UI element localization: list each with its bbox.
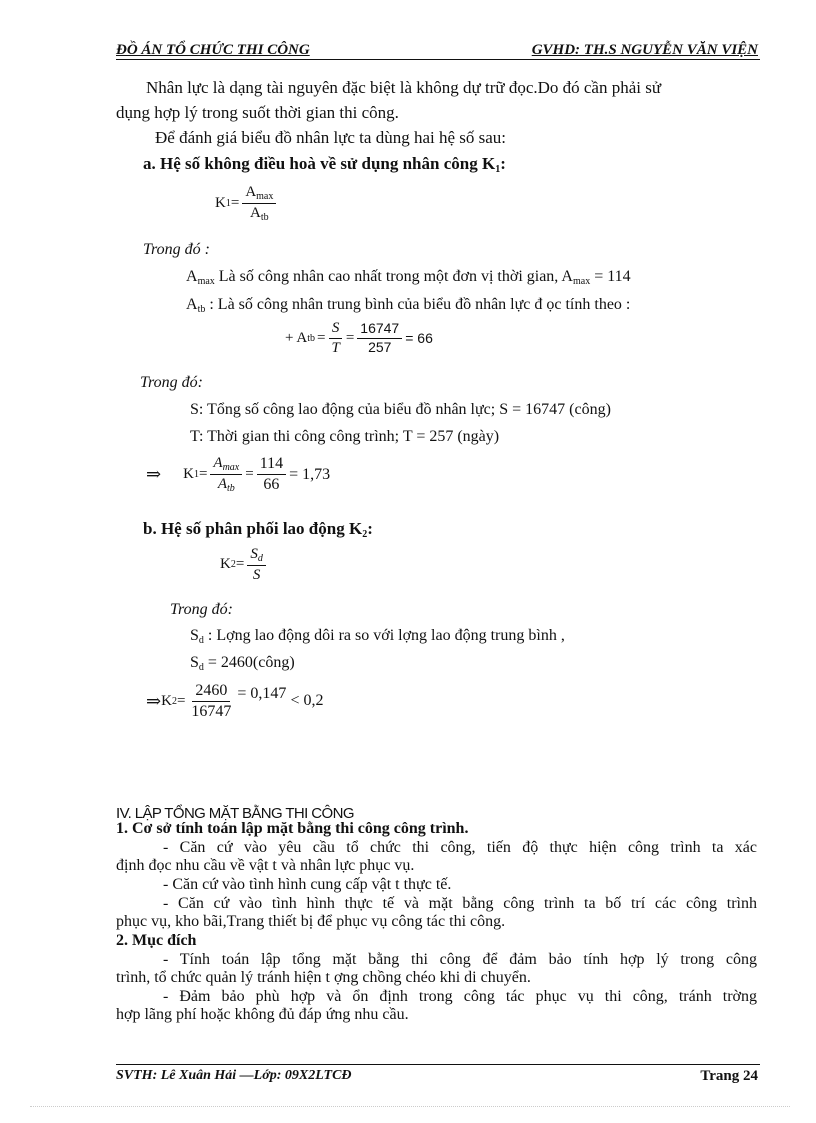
implies-arrow-icon-2: ⇒ [146, 690, 162, 711]
section-iv-p2: - Căn cứ vào tình hình cung cấp vật t thực tế. [163, 876, 452, 893]
amax-desc-sub-2: max [572, 276, 591, 287]
s-over-t-fraction [328, 320, 342, 356]
frac-atb-symbol: A [217, 476, 228, 492]
section-iv-title: IV. LẬP TỔNG MẶT BẰNG THI CÔNG [116, 805, 354, 822]
s-value: 16747 [357, 321, 402, 338]
amax-desc-sub: max [197, 276, 215, 287]
amax-sub: max [256, 191, 274, 202]
atb-formula-eq-2: = [345, 329, 355, 346]
section-b-heading-sub: 2 [362, 529, 368, 540]
section-iv-p5-line-2: hợp lãng phí hoặc không đủ đáp ứng nhu cầu. [116, 1006, 409, 1023]
frac-amax-sub: max [222, 462, 240, 473]
sd-over-s-fraction [247, 546, 266, 584]
section-iv-p1-line-1: - Căn cứ vào yêu cầu tổ chức thi công, tiến độ thực hiện công trình ta xác [163, 839, 757, 856]
k2-calc-symbol: K [161, 692, 172, 709]
k1-values-fraction [257, 455, 286, 493]
section-b-heading [143, 519, 373, 540]
sd-sub: d [257, 553, 263, 564]
amax-description [186, 268, 631, 287]
k2-eq: = [235, 556, 245, 573]
k1-symbol: K [215, 195, 226, 211]
implies-arrow-icon: ⇒ [146, 464, 162, 484]
header-rule [116, 59, 760, 60]
k2-symbol: K [220, 556, 231, 573]
frac-amax-symbol: A [213, 455, 223, 471]
value-16747: 16747 [191, 702, 232, 720]
sd-symbol: S [250, 546, 258, 562]
section-b-heading-text: b. Hệ số phân phối lao động K [143, 519, 363, 538]
atb-formula-prefix: + A [285, 329, 308, 346]
k2-sub: 2 [230, 559, 236, 571]
atb-desc-symbol: A [186, 296, 198, 313]
sd-val-text: = 2460(công) [203, 654, 295, 671]
section-iv-p1-line-2: định đọc nhu cầu về vật t và nhân lực phục vụ. [116, 857, 415, 874]
trong-do-3: Trong đó: [170, 601, 233, 618]
atb-symbol: A [250, 205, 261, 221]
atb-result: = 66 [405, 330, 433, 346]
section-iv-p4-line-1: - Tính toán lập tổng mặt bằng thi công để đảm bảo tính hợp lý trong công [163, 951, 757, 968]
sd-val-sub: d [198, 662, 204, 673]
t-value: 257 [368, 338, 392, 355]
k1-sub: 1 [225, 198, 231, 209]
s-description: S: Tổng số công lao động của biểu đồ nhân lực; S = 16747 (công) [190, 401, 611, 418]
amax-desc-text: Là số công nhân cao nhất trong một đơn vị thời gian, A [214, 268, 573, 285]
k1-calc-sub: 1 [193, 469, 199, 480]
value-114: 114 [257, 455, 286, 475]
t-symbol: T [331, 339, 340, 356]
sd-description [190, 627, 565, 646]
footer-rule [116, 1064, 760, 1065]
section-a-heading [143, 154, 506, 175]
k2-comparison: < 0,2 [290, 692, 324, 710]
k2-definition [220, 546, 269, 584]
k1-definition [215, 184, 279, 223]
t-description: T: Thời gian thi công công trình; T = 257 (ngày) [190, 428, 500, 445]
section-a-heading-tail: : [500, 154, 506, 173]
section-b-heading-tail: : [367, 519, 373, 538]
amax-symbol: A [245, 184, 257, 200]
footer-left: SVTH: Lê Xuân Hải —Lớp: 09X2LTCĐ [116, 1068, 352, 1083]
atb-desc-sub: tb [197, 304, 206, 315]
page-bottom-dotted-line [30, 1106, 790, 1107]
k1-fraction [242, 184, 276, 223]
k2-values-fraction [188, 682, 234, 720]
k2-calc-eq: = [176, 692, 186, 709]
atb-description [186, 296, 630, 315]
trong-do-1: Trong đó : [143, 241, 210, 258]
section-iv-heading-1: 1. Cơ sở tính toán lập mặt bằng thi công công trình. [116, 820, 469, 837]
frac-atb-sub: tb [227, 483, 235, 494]
intro-line-2: dụng hợp lý trong suốt thời gian thi công. [116, 103, 399, 122]
k1-calc-eq: = [198, 466, 208, 482]
atb-desc-text: : Là số công nhân trung bình của biểu đồ nhân lực đ ọc tính theo : [205, 296, 631, 313]
amax-desc-symbol: A [186, 268, 198, 285]
value-2460: 2460 [192, 682, 230, 702]
header-left: ĐỒ ÁN TỔ CHỨC THI CÔNG [116, 42, 310, 58]
header-right: GVHD: TH.S NGUYỄN VĂN VIỆN [531, 42, 758, 58]
k2-calc-sub: 2 [171, 695, 177, 707]
k1-result: = 1,73 [289, 465, 331, 483]
k1-calculation [146, 455, 330, 494]
value-66: 66 [263, 476, 280, 493]
section-a-heading-sub: 1 [495, 164, 501, 175]
s-symbol: S [329, 320, 343, 339]
atb-formula [285, 320, 433, 356]
k1-calc-eq-2: = [245, 466, 254, 482]
k1-calc-symbol: K [183, 466, 194, 482]
k2-result: = 0,147 [237, 685, 287, 703]
section-iv-p3-line-1: - Căn cứ vào tình hình thực tế và mặt bằng công trình ta bố trí các công trình [163, 895, 757, 912]
sd-desc-symbol: S [190, 627, 199, 644]
section-iv-heading-2: 2. Mục đích [116, 932, 197, 949]
k1-eq: = [230, 195, 240, 211]
k2-calculation [146, 682, 323, 720]
footer-right: Trang 24 [700, 1068, 758, 1084]
s-over-t-values [357, 321, 402, 355]
section-iv-p5-line-1: - Đảm bảo phù hợp và ổn định trong công tác phục vụ thi công, tránh trờng [163, 988, 757, 1005]
trong-do-2: Trong đó: [140, 374, 203, 391]
section-a-heading-text: a. Hệ số không điều hoà về sử dụng nhân công K [143, 154, 496, 173]
atb-sub: tb [260, 212, 269, 223]
amax-over-atb-fraction [210, 455, 242, 494]
sd-desc-sub: d [198, 635, 204, 646]
s-symbol-b: S [252, 567, 261, 583]
atb-formula-sub: tb [307, 332, 315, 344]
section-iv-p4-line-2: trình, tổ chức quản lý tránh hiện t ợng chồng chéo khi di chuyển. [116, 969, 531, 986]
amax-desc-value: = 114 [590, 268, 631, 285]
sd-value-line [190, 654, 295, 673]
sd-desc-text: : Lợng lao động dôi ra so với lợng lao động trung bình , [203, 627, 565, 644]
section-iv-p3-line-2: phục vụ, kho bãi,Trang thiết bị để phục vụ công tác thi công. [116, 913, 506, 930]
intro-line-1: Nhân lực là dạng tài nguyên đặc biệt là không dự trữ đọc.Do đó cần phải sử [146, 78, 662, 97]
atb-formula-eq: = [317, 329, 326, 346]
intro-line-3: Để đánh giá biểu đồ nhân lực ta dùng hai hệ số sau: [155, 128, 507, 147]
sd-val-symbol: S [190, 654, 199, 671]
